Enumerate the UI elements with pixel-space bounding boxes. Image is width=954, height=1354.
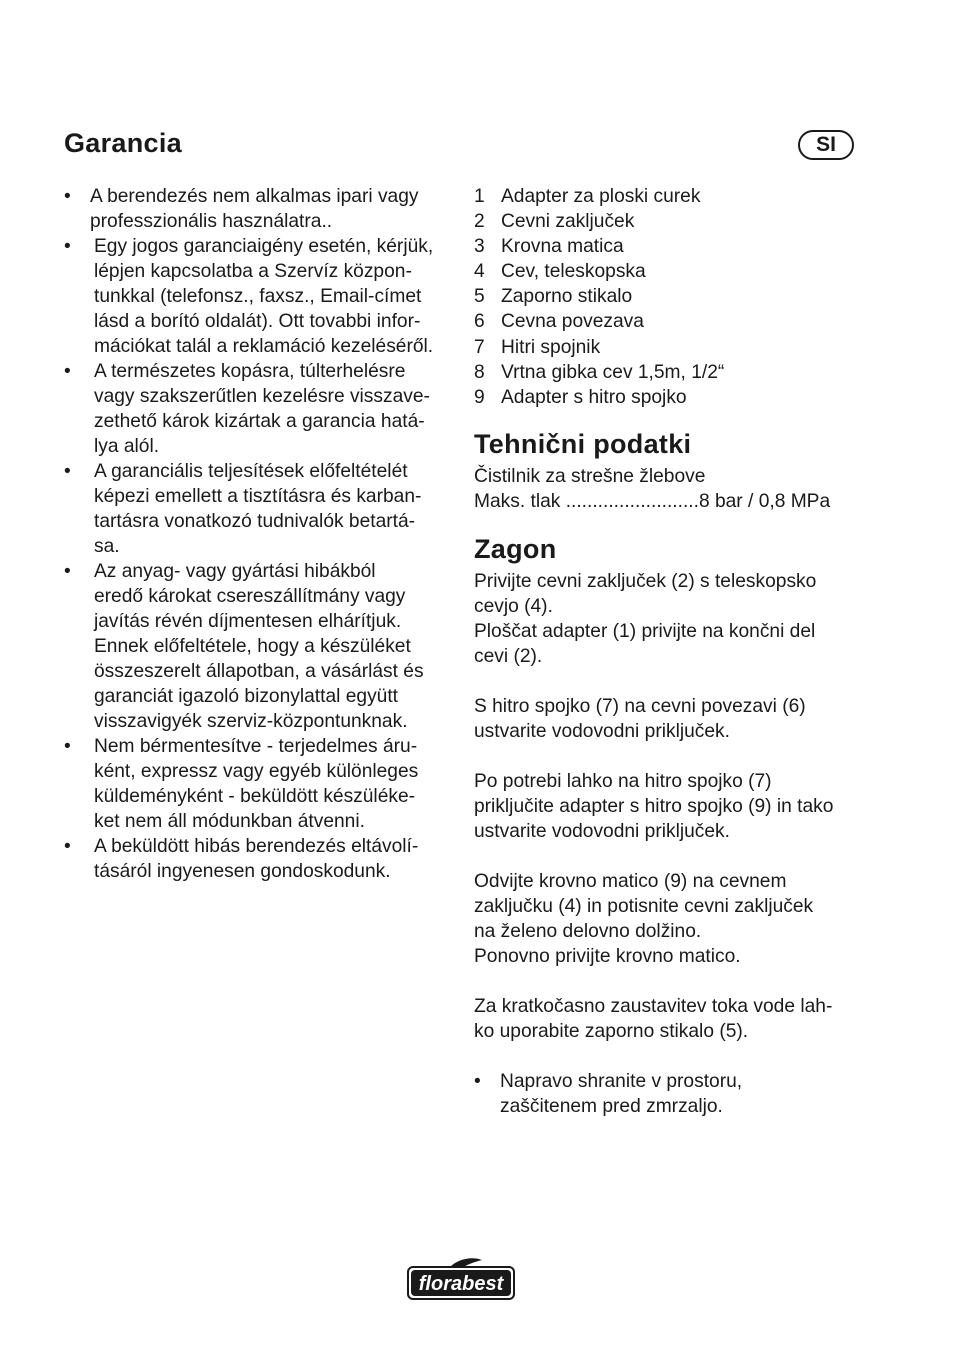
tech-line-product: Čistilnik za strešne žlebove (474, 465, 706, 487)
bullet-text: A természetes kopásra, túlterhelésre vagy szakszerűtlen kezelésre visszave- zethető károk kizártak a garancia hatá- lya alól. (94, 361, 430, 457)
language-badge: SI (798, 130, 854, 160)
part-label: Krovna matica (501, 236, 624, 258)
bullet-icon: • (64, 236, 71, 257)
list-item (474, 360, 874, 385)
list-item (474, 385, 874, 410)
part-label: Vrtna gibka cev 1,5m, 1/2“ (501, 361, 725, 383)
parts-list (474, 184, 874, 410)
list-item (64, 834, 454, 884)
list-item (64, 734, 454, 834)
list-item (64, 359, 454, 459)
zagon-paragraph: Za kratkočasno zaustavitev toka vode lah- ko uporabite zaporno stikalo (5). (474, 995, 833, 1042)
bullet-text: Az anyag- vagy gyártási hibákból eredő károkat csereszállítmány vagy javítás révén díjmentesen elhárítjuk. Ennek előfeltétele, hogy a készüléket összeszerelt állapotban, a vásárlást és garanciát igazoló bizonylattal együtt visszavigyék szerviz-központunknak. (94, 561, 424, 732)
bullet-text: A garanciális teljesítések előfeltételét képezi emellett a tisztításra és karban- tartásra vonatkozó tudnivalók betartá- sa. (94, 461, 422, 557)
bullet-icon: • (64, 361, 71, 382)
part-number: 3 (474, 236, 485, 258)
section-title-garancia: Garancia (64, 128, 182, 158)
list-item (474, 209, 874, 234)
part-number: 5 (474, 286, 485, 308)
list-item (64, 234, 454, 359)
list-item (474, 259, 874, 284)
bullet-text: A beküldött hibás berendezés eltávolí- tásáról ingyenesen gondoskodunk. (94, 836, 419, 882)
list-item (474, 1069, 874, 1119)
part-number: 2 (474, 211, 485, 233)
part-label: Cevni zaključek (501, 211, 635, 233)
bullet-icon: • (64, 836, 71, 857)
zagon-paragraph: Odvijte krovno matico (9) na cevnem zaključku (4) in potisnite cevni zaključek na želeno delovno dolžino. Ponovno privijte krovno matico. (474, 870, 814, 967)
bullet-text: Napravo shranite v prostoru, zaščitenem pred zmrzaljo. (500, 1070, 743, 1117)
bullet-icon: • (64, 736, 71, 757)
list-item (474, 335, 874, 360)
part-number: 4 (474, 261, 485, 283)
zagon-paragraph: Po potrebi lahko na hitro spojko (7) priključite adapter s hitro spojko (9) in tako ustvarite vodovodni priključek. (474, 770, 834, 842)
tech-line-pressure: Maks. tlak .........................8 bar / 0,8 MPa (474, 490, 831, 512)
part-label: Cev, teleskopska (501, 261, 646, 283)
bullet-icon: • (64, 461, 71, 482)
list-item (64, 184, 454, 234)
part-number: 8 (474, 361, 485, 383)
part-number: 1 (474, 186, 485, 207)
part-label: Adapter za ploski curek (501, 186, 701, 207)
list-item (474, 309, 874, 334)
right-column (474, 184, 874, 1119)
section-title-zagon: Zagon (474, 533, 557, 564)
list-item (64, 559, 454, 734)
part-number: 7 (474, 336, 485, 358)
list-item (64, 459, 454, 559)
part-label: Adapter s hitro spojko (501, 386, 687, 408)
list-item (474, 234, 874, 259)
logo-text: florabest (418, 1273, 504, 1295)
list-item (474, 184, 874, 209)
part-number: 9 (474, 386, 485, 408)
warranty-list (64, 184, 454, 884)
list-item (474, 284, 874, 309)
zagon-paragraph: S hitro spojko (7) na cevni povezavi (6) ustvarite vodovodni priključek. (474, 695, 806, 742)
florabest-logo (406, 1257, 516, 1301)
bullet-text: Egy jogos garanciaigény esetén, kérjük, lépjen kapcsolatba a Szervíz közpon- tunkkal (telefonsz., faxsz., Email-címet lásd a borító oldalát). Ott tovabbi infor- mációkat talál a reklamáció kezeléséről. (94, 236, 434, 357)
bullet-text: A berendezés nem alkalmas ipari vagy professzionális használatra.. (90, 186, 419, 232)
bullet-icon: • (474, 1070, 481, 1092)
zagon-paragraph: Privijte cevni zaključek (2) s teleskopsko cevjo (4). Ploščat adapter (1) privijte na končni del cevi (2). (474, 570, 817, 667)
bullet-text: Nem bérmentesítve - terjedelmes áru- ként, expressz vagy egyéb különleges küldeményként - beküldött készüléke- ket nem áll módunkban átvenni. (94, 736, 419, 832)
part-number: 6 (474, 311, 485, 333)
part-label: Hitri spojnik (501, 336, 601, 358)
bullet-icon: • (64, 561, 71, 582)
part-label: Zaporno stikalo (501, 286, 633, 308)
bullet-icon: • (64, 186, 71, 207)
part-label: Cevna povezava (501, 311, 644, 333)
section-title-tech: Tehnični podatki (474, 428, 692, 459)
